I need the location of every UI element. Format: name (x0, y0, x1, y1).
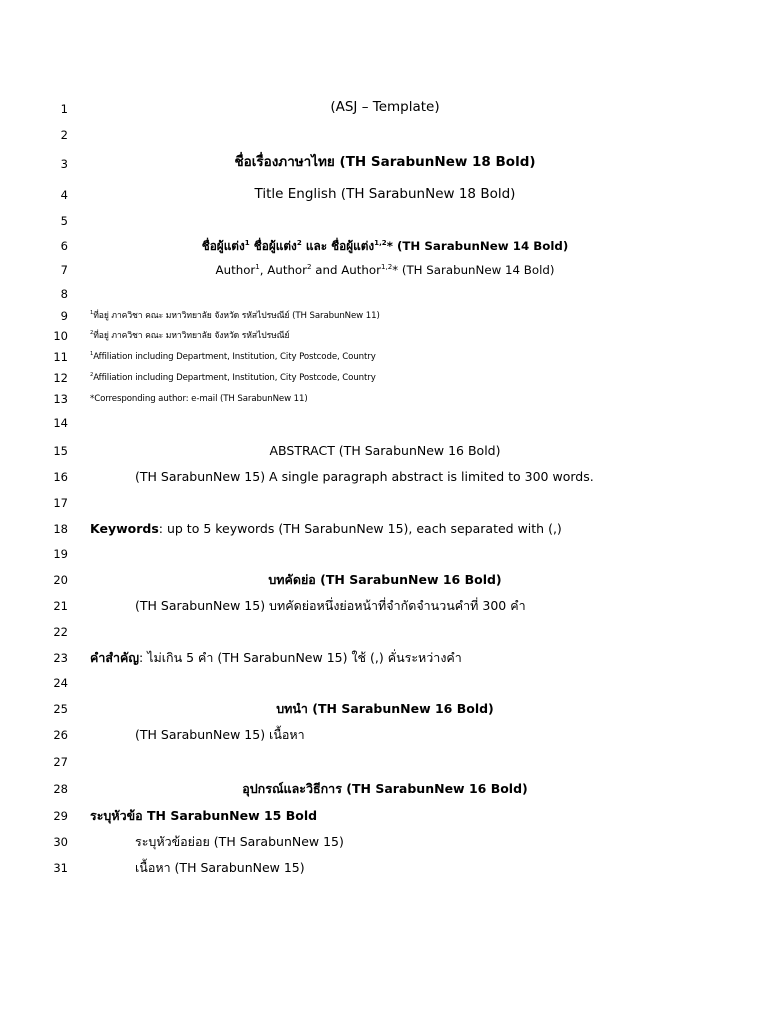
author-superscript: 1 (244, 238, 250, 248)
line-number: 25 (53, 702, 68, 716)
line-number: 16 (53, 470, 68, 484)
authors-english (90, 259, 680, 281)
line-number: 26 (53, 728, 68, 742)
line-number: 11 (53, 350, 68, 364)
affiliation-superscript: 1 (90, 351, 94, 358)
author-superscript: 2 (307, 262, 312, 272)
line-number: 24 (53, 676, 68, 690)
line-number: 8 (60, 287, 68, 301)
author-name: Author (215, 263, 256, 277)
affiliation-text: ที่อยู่ ภาควิชา คณะ มหาวิทยาลัย จังหวัด รหัสไปรษณีย์ (93, 331, 290, 341)
thai-abstract-heading: บทคัดย่อ (TH SarabunNew 16 Bold) (268, 572, 502, 587)
line-number: 5 (60, 214, 68, 228)
author-format-note: * (TH SarabunNew 14 Bold) (392, 263, 555, 277)
line-number: 19 (53, 547, 68, 561)
affiliation-thai-1 (90, 305, 380, 327)
keywords-text: : up to 5 keywords (TH SarabunNew 15), each separated with (,) (158, 521, 562, 536)
author-superscript: 1 (255, 262, 260, 272)
abstract-heading: ABSTRACT (TH SarabunNew 16 Bold) (269, 443, 501, 458)
line-number: 21 (53, 599, 68, 613)
line-number: 27 (53, 755, 68, 769)
keywords-label: Keywords (90, 521, 159, 536)
line-number: 7 (60, 263, 68, 277)
template-header: (ASJ – Template) (330, 99, 440, 115)
line-number: 23 (53, 651, 68, 665)
keywords-line (90, 518, 562, 540)
affiliation-superscript: 1 (90, 310, 94, 317)
affiliation-text: Affiliation including Department, Institution, City Postcode, Country (93, 373, 376, 383)
line-number: 18 (53, 522, 68, 536)
author-name: , Author (259, 263, 307, 277)
line-number: 4 (60, 188, 68, 202)
thai-keywords-label: คำสำคัญ (90, 650, 140, 665)
line-number: 3 (60, 157, 68, 171)
thai-keywords-line (90, 647, 462, 669)
methods-subsubheading: ระบุหัวข้อย่อย (TH SarabunNew 15) (135, 834, 344, 849)
author-name: ชื่อผู้แต่ง (201, 239, 245, 253)
corresponding-author: *Corresponding author: e-mail (TH SarabunNew 11) (90, 394, 308, 404)
affiliation-superscript: 2 (90, 372, 94, 379)
introduction-body: (TH SarabunNew 15) เนื้อหา (135, 727, 305, 742)
introduction-heading: บทนำ (TH SarabunNew 16 Bold) (276, 701, 494, 716)
line-number: 10 (53, 329, 68, 343)
line-number: 9 (60, 309, 68, 323)
line-number: 14 (53, 416, 68, 430)
affiliation-english-1 (90, 346, 376, 368)
line-number: 1 (60, 102, 68, 116)
author-superscript: 1,2 (380, 262, 393, 272)
line-number: 20 (53, 573, 68, 587)
abstract-body: (TH SarabunNew 15) A single paragraph abstract is limited to 300 words. (135, 469, 594, 484)
title-english: Title English (TH SarabunNew 18 Bold) (254, 186, 516, 202)
author-name: ชื่อผู้แต่ง (331, 239, 375, 253)
line-number: 17 (53, 496, 68, 510)
affiliation-english-2 (90, 367, 376, 389)
methods-content: เนื้อหา (TH SarabunNew 15) (135, 860, 305, 875)
line-number: 15 (53, 444, 68, 458)
author-format-note: * (TH SarabunNew 14 Bold) (386, 239, 569, 253)
author-conjunction: and (311, 263, 342, 277)
line-number: 6 (60, 239, 68, 253)
author-conjunction: และ (301, 239, 332, 253)
line-number: 28 (53, 782, 68, 796)
thai-abstract-body: (TH SarabunNew 15) บทคัดย่อหนึ่งย่อหน้าที่จำกัดจำนวนคำที่ 300 คำ (135, 598, 526, 613)
line-number: 30 (53, 835, 68, 849)
line-number: 31 (53, 861, 68, 875)
author-superscript: 1,2 (374, 238, 387, 248)
affiliation-superscript: 2 (90, 330, 94, 337)
title-thai: ชื่อเรื่องภาษาไทย (TH SarabunNew 18 Bold) (234, 154, 536, 170)
thai-keywords-text: : ไม่เกิน 5 คำ (TH SarabunNew 15) ใช้ (,) คั่นระหว่างคำ (139, 650, 462, 665)
line-number: 29 (53, 809, 68, 823)
affiliation-thai-2 (90, 325, 289, 347)
line-number: 22 (53, 625, 68, 639)
methods-heading: อุปกรณ์และวิธีการ (TH SarabunNew 16 Bold) (242, 781, 528, 796)
author-name: ชื่อผู้แต่ง (249, 239, 297, 253)
authors-thai (90, 235, 680, 257)
author-name: Author (341, 263, 381, 277)
line-number: 2 (60, 128, 68, 142)
line-number: 13 (53, 392, 68, 406)
affiliation-text: ที่อยู่ ภาควิชา คณะ มหาวิทยาลัย จังหวัด รหัสไปรษณีย์ (TH SarabunNew 11) (93, 311, 380, 321)
line-number: 12 (53, 371, 68, 385)
methods-subheading: ระบุหัวข้อ TH SarabunNew 15 Bold (90, 808, 318, 823)
author-superscript: 2 (296, 238, 302, 248)
affiliation-text: Affiliation including Department, Institution, City Postcode, Country (93, 352, 376, 362)
